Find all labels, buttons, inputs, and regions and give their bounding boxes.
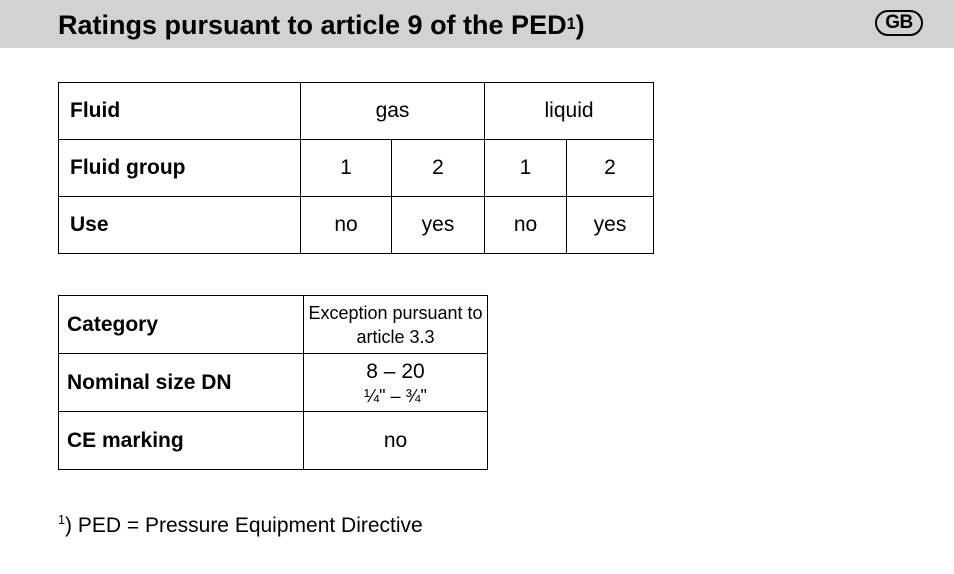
category-label: Category <box>59 296 304 354</box>
table-row <box>59 83 654 140</box>
nominal-size-label: Nominal size DN <box>59 354 304 412</box>
category-table <box>58 295 488 470</box>
ce-marking-value: no <box>304 412 488 470</box>
footnote <box>58 514 423 538</box>
fluid-table <box>58 82 654 254</box>
use-cell: no <box>485 197 567 254</box>
page-title <box>58 8 585 42</box>
nominal-size-inch: ¼" – ¾" <box>364 385 427 406</box>
nominal-size-value <box>304 354 488 412</box>
gb-language-badge: GB <box>875 10 923 36</box>
nominal-size-dn: 8 – 20 <box>366 359 425 383</box>
fluid-group-label: Fluid group <box>59 140 301 197</box>
use-label: Use <box>59 197 301 254</box>
fluid-gas: gas <box>301 83 485 140</box>
fluid-liquid: liquid <box>485 83 654 140</box>
fluid-group-cell: 1 <box>301 140 392 197</box>
table-row <box>59 354 488 412</box>
fluid-group-cell: 2 <box>392 140 485 197</box>
fluid-group-cell: 1 <box>485 140 567 197</box>
ce-marking-label: CE marking <box>59 412 304 470</box>
fluid-label: Fluid <box>59 83 301 140</box>
title-closing: ) <box>575 10 585 40</box>
category-value: Exception pursuant to article 3.3 <box>304 296 488 354</box>
table-row <box>59 197 654 254</box>
table-row <box>59 140 654 197</box>
title-footnote-mark: 1 <box>566 15 576 34</box>
use-cell: no <box>301 197 392 254</box>
footnote-text: ) PED = Pressure Equipment Directive <box>65 514 423 537</box>
use-cell: yes <box>567 197 654 254</box>
table-row <box>59 296 488 354</box>
table-row <box>59 412 488 470</box>
use-cell: yes <box>392 197 485 254</box>
fluid-group-cell: 2 <box>567 140 654 197</box>
footnote-mark: 1 <box>58 513 66 528</box>
page-title-text: Ratings pursuant to article 9 of the PED <box>58 10 567 40</box>
